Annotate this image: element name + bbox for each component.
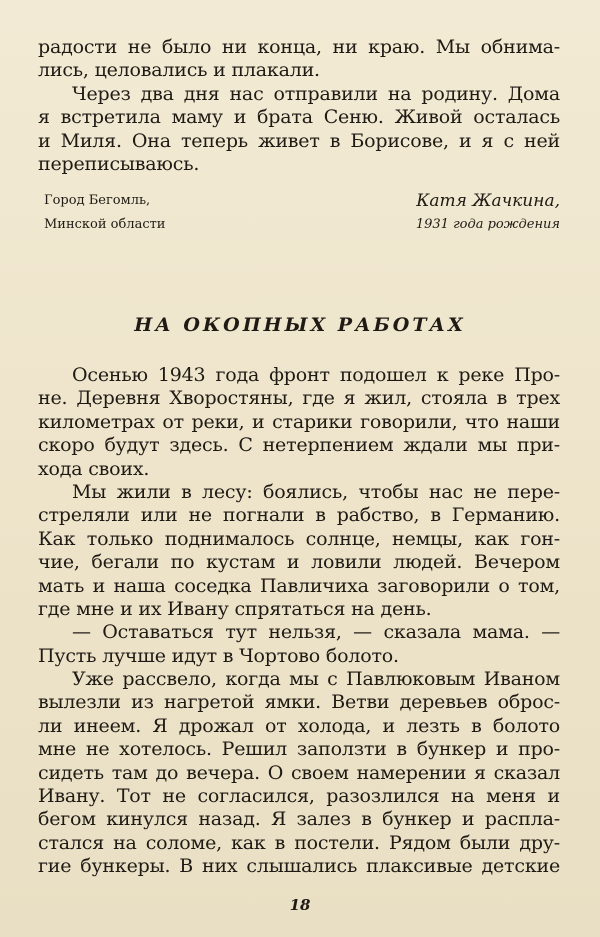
text-line: и Миля. Она теперь живет в Борисове, и я с ней bbox=[38, 129, 560, 152]
text-line: мать и наша соседка Павличиха заговорили о том, bbox=[38, 574, 560, 597]
text-line: чие, бегали по кустам и ловили людей. Вечером bbox=[38, 551, 560, 574]
text-line: скоро будут здесь. С нетерпением ждали мы при- bbox=[38, 434, 560, 457]
text-line: сидеть там до вечера. О своем намерении я сказал bbox=[38, 761, 560, 784]
text-line: — Оставаться тут нельзя, — сказала мама. — bbox=[72, 621, 560, 644]
text-line: мне не хотелось. Решил заползти в бункер и про- bbox=[38, 738, 560, 761]
text-line: Через два дня нас отправили на родину. Дома bbox=[72, 82, 560, 105]
signature-block bbox=[44, 189, 560, 237]
text-line: Как только поднималось солнце, немцы, как гон- bbox=[38, 527, 560, 550]
text-line: я встретила маму и брата Сеню. Живой осталась bbox=[38, 106, 560, 129]
place-line: Город Бегомль, bbox=[44, 193, 151, 208]
author-name: Катя Жачкина, bbox=[416, 191, 560, 211]
page-number: 18 bbox=[289, 896, 311, 914]
text-line: вылезли из нагретой ямки. Ветви деревьев оброс- bbox=[38, 691, 560, 714]
text-line: лись, целовались и плакали. bbox=[38, 59, 320, 82]
text-line: стался на соломе, как в постели. Рядом были дру- bbox=[38, 831, 560, 854]
text-line: Ивану. Тот не согласился, разозлился на меня и bbox=[38, 785, 560, 808]
text-line: гие бункеры. В них слышались плаксивые детские bbox=[38, 855, 560, 878]
text-line: хода своих. bbox=[38, 457, 150, 480]
text-line: Уже рассвело, когда мы с Павлюковым Иваном bbox=[72, 668, 560, 691]
signature-author bbox=[416, 189, 560, 237]
story-text-block bbox=[38, 364, 560, 879]
text-line: переписываюсь. bbox=[38, 152, 200, 175]
text-line: километрах от реки, и старики говорили, что наши bbox=[38, 410, 560, 433]
author-birth-year: 1931 года рождения bbox=[415, 217, 560, 232]
place-line: Минской области bbox=[44, 217, 166, 232]
text-line: где мне и их Ивану спрятаться на день. bbox=[38, 597, 432, 620]
text-line: Мы жили в лесу: боялись, чтобы нас не пере- bbox=[72, 480, 560, 503]
top-text-block bbox=[38, 36, 560, 176]
text-line: ли инеем. Я дрожал от холода, и лезть в болото bbox=[38, 714, 560, 737]
text-line: не. Деревня Хворостяны, где я жил, стояла в трех bbox=[38, 387, 560, 410]
text-line: Пусть лучше идут в Чортово болото. bbox=[38, 644, 399, 667]
text-line: стреляли или не погнали в рабство, в Германию. bbox=[38, 504, 560, 527]
chapter-heading: НА ОКОПНЫХ РАБОТАХ bbox=[134, 314, 466, 336]
text-line: радости не было ни конца, ни краю. Мы обнима- bbox=[38, 36, 560, 58]
text-line: бегом кинулся назад. Я залез в бункер и распла- bbox=[38, 808, 560, 831]
signature-place bbox=[44, 189, 165, 237]
text-line: Осенью 1943 года фронт подошел к реке Про- bbox=[72, 364, 560, 386]
